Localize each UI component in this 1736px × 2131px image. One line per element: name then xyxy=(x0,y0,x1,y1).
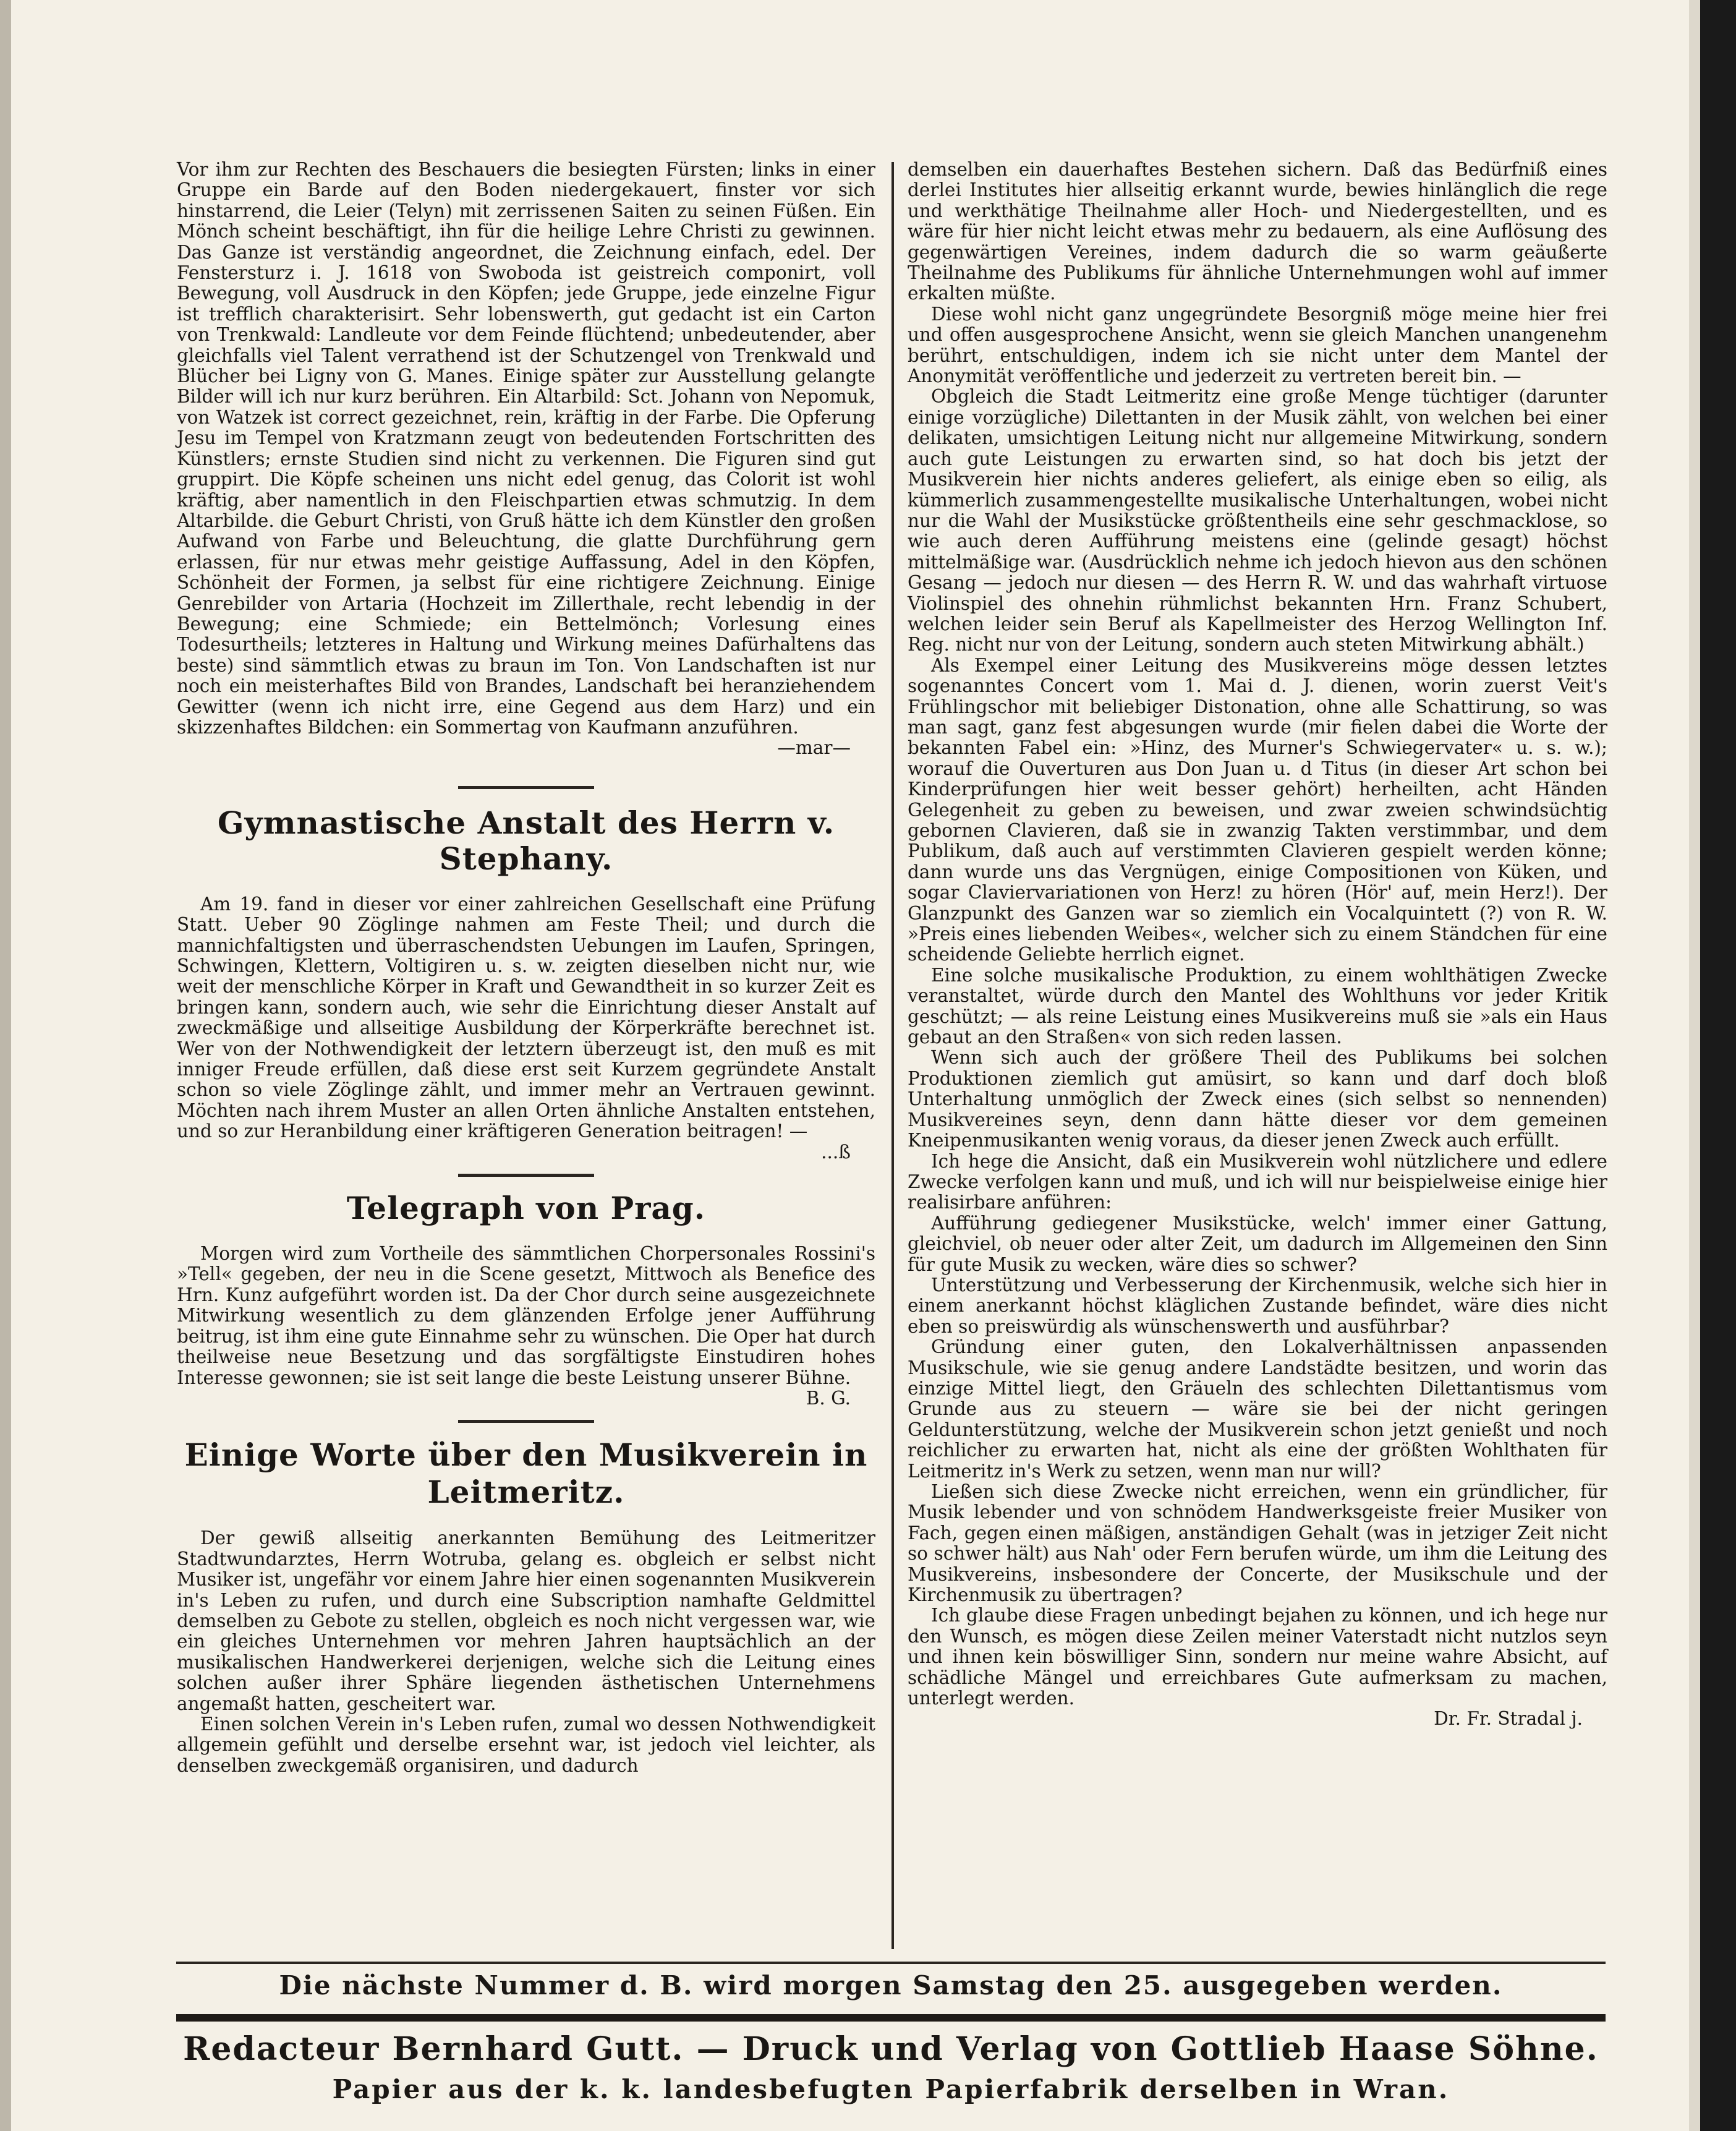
article-paragraph: demselben ein dauerhaftes Bestehen sichern. Daß das Bedürfniß eines derlei Institutes hier allseitig erkannt wurde, bewies hinlänglich die rege und werkthätige Theilnahme aller Hoch- und Niedergestellten, und es wäre für hier nicht leicht etwas mehr zu bedauern, als eine Auflösung des gegenwärtigen Vereines, indem dadurch die so warm geäußerte Theilnahme des Publikums für ähnliche Unternehmungen wohl auf immer erkalten müßte. xyxy=(908,159,1607,304)
article-paragraph: Eine solche musikalische Produktion, zu einem wohlthätigen Zwecke veranstaltet, würde durch den Mantel des Wohlthuns vor jeder Kritik geschützt; — als reine Leistung eines Musikvereins muß sie »als ein Haus gebaut an den Straßen« von sich reden lassen. xyxy=(908,964,1607,1048)
gymnastics-paragraph: Am 19. fand in dieser vor einer zahlreichen Gesellschaft eine Prüfung Statt. Ueber 90 Zöglinge nahmen am Feste Theil; und durch die mannichfaltigsten und überraschendsten Uebungen im Laufen, Springen, Schwingen, Klettern, Voltigiren u. s. w. zeigten dieselben nicht nur, wie weit der menschliche Körper in Kraft und Gewandtheit in so kurzer Zeit es bringen kann, sondern auch, wie sehr die Einrichtung dieser Anstalt auf zweckmäßige und allseitige Ausbildung der Körperkräfte berechnet ist. Wer von der Nothwendigkeit der letztern überzeugt ist, den muß es mit inniger Freude erfüllen, daß diese erst seit Kurzem gegründete Anstalt schon so viele Zöglinge zählt, und immer mehr an Vertrauen gewinnt. Möchten nach ihrem Muster an allen Orten ähnliche Anstalten entstehen, und so zur Heranbildung einer kräftigeren Generation beitragen! — xyxy=(177,893,875,1142)
telegraph-signature: B. G. xyxy=(806,1387,851,1409)
left-column xyxy=(177,160,875,1776)
art-review-signature: —mar— xyxy=(777,737,851,759)
musikverein-heading-line1: Einige Worte über den Musikverein in xyxy=(184,1437,868,1474)
section-divider xyxy=(458,786,594,789)
article-paragraph: Gründung einer guten, den Lokalverhältnissen anpassenden Musikschule, wie sie genug andere Landstädte besitzen, und worin das einzige Mittel liegt, den Gräueln des schlechten Dilettantismus vom Grunde aus zu steuern — wäre sie bei der nicht geringen Geldunterstützung, welche der Musikverein schon jetzt genießt und noch reichlicher zu erwarten hat, nicht als eine der größten Wohlthaten für Leitmeritz in's Werk zu setzen, wenn man nur will? xyxy=(908,1336,1607,1482)
imprint-editor-publisher: Redacteur Bernhard Gutt. — Druck und Verlag von Gottlieb Haase Söhne. xyxy=(183,2030,1599,2068)
article-paragraph: Aufführung gediegener Musikstücke, welch' immer einer Gattung, gleichviel, ob neuer oder alter Zeit, um dadurch im Allgemeinen den Sinn für gute Musik zu wecken, wäre dies so schwer? xyxy=(908,1212,1607,1275)
article-paragraph: Als Exempel einer Leitung des Musikvereins möge dessen letztes sogenanntes Concert vom 1. Mai d. J. dienen, worin zuerst Veit's Frühlingschor mit beliebiger Distonation, ohne alle Schattirung, so was man sagt, ganz fest abgesungen wurde (mir fielen dabei die Worte der bekannten Fabel ein: »Hinz, des Murner's Schwiegervater« u. s. w.); worauf die Ouverturen aus Don Juan u. d Titus (in dieser Art schon bei Kinderprüfungen hier weit besser gehört) herheilten, acht Händen Gelegenheit zu geben zu beweisen, und zwar zweien schwindsüchtig gebornen Clavieren, daß sie in zwanzig Takten verstimmbar, und dem Publikum, daß auch auf verstimmten Clavieren gespielt werden könne; dann wurde uns das Vergnügen, einige Compositionen von Küken, und sogar Claviervariationen von Herz! zu hören (Hör' auf, mein Herz!). Der Glanzpunkt des Ganzen war so ziemlich ein Vocalquintett (?) von R. W. »Preis eines liebenden Weibes«, welcher sich zu einem Ständchen für eine scheidende Geliebte herrlich eignet. xyxy=(908,654,1607,965)
musikverein-heading xyxy=(177,1437,875,1511)
musikverein-paragraph: Einen solchen Verein in's Leben rufen, zumal wo dessen Nothwendigkeit allgemein gefühlt und derselbe ersehnt war, ist jedoch viel leichter, als denselben zweckgemäß organisiren, und dadurch xyxy=(177,1713,875,1776)
column-divider xyxy=(891,162,894,1949)
article-signature: Dr. Fr. Stradal j. xyxy=(1434,1708,1583,1730)
article-paragraph: Ich glaube diese Fragen unbedingt bejahen zu können, und ich hege nur den Wunsch, es mögen diese Zeilen meiner Vaterstadt nicht nutzlos seyn und ihnen kein böswilliger Sinn, sondern nur meine wahre Absicht, auf schädliche Mängel und erreichbares Gute aufmerksam zu machen, unterlegt werden. xyxy=(908,1605,1607,1709)
page-left-edge xyxy=(0,0,11,2131)
right-column xyxy=(908,160,1607,1730)
article-paragraph: Obgleich die Stadt Leitmeritz eine große Menge tüchtiger (darunter einige vorzügliche) Dilettanten in der Musik zählt, von welchen bei einer delikaten, umsichtigen Leitung nicht nur allgemeine Mitwirkung, sondern auch gute Leistungen zu erwarten sind, so hat doch bis jetzt der Musikverein hier nichts anderes geliefert, als einige eben so eilig, als kümmerlich zusammengestellte musikalische Unterhaltungen, wobei nicht nur die Wahl der Musikstücke größtentheils eine sehr geschmacklose, so wie auch deren Aufführung meistens eine (gelinde gesagt) höchst mittelmäßige war. (Ausdrücklich nehme ich jedoch hievon aus den schönen Gesang — jedoch nur diesen — des Herrn R. W. und das wahrhaft virtuose Violinspiel des ohnehin rühmlichst bekannten Hrn. Franz Schubert, welchen leider sein Beruf als Kapellmeister des Herzog Wellington Inf. Reg. nicht nur von der Leitung, sondern auch steten Mitwirkung abhält.) xyxy=(908,386,1607,656)
article-paragraph: Wenn sich auch der größere Theil des Publikums bei solchen Produktionen ziemlich gut amüsirt, so kann und darf doch bloß Unterhaltung unmöglich der Zweck eines (sich selbst so nennenden) Musikvereines seyn, denn dann hätte dieser vor dem gemeinen Kneipenmusikanten wenig voraus, da dieser jenen Zweck auch erfüllt. xyxy=(908,1047,1607,1151)
art-review-paragraph: Vor ihm zur Rechten des Beschauers die besiegten Fürsten; links in einer Gruppe ein Barde auf den Boden niedergekauert, finster vor sich hinstarrend, die Leier (Telyn) mit zerrissenen Saiten zu seinen Füßen. Ein Mönch scheint beschäftigt, ihn für die heilige Lehre Christi zu gewinnen. Das Ganze ist verständig angeordnet, die Zeichnung einfach, edel. Der Fenstersturz i. J. 1618 von Swoboda ist geistreich componirt, voll Bewegung, voll Ausdruck in den Köpfen; jede Gruppe, jede einzelne Figur ist trefflich charakterisirt. Sehr lobenswerth, gut gedacht ist ein Carton von Trenkwald: Landleute vor dem Feinde flüchtend; unbedeutender, aber gleichfalls viel Talent verrathend ist der Schutzengel von Trenkwald und Blücher bei Ligny von G. Manes. Einige später zur Ausstellung gelangte Bilder will ich nur kurz berühren. Ein Altarbild: Sct. Johann von Nepomuk, von Watzek ist correct gezeichnet, rein, kräftig in der Farbe. Die Opferung Jesu im Tempel von Kratzmann zeugt von bedeutenden Fortschritten des Künstlers; ernste Studien sind nicht zu verkennen. Die Figuren sind gut gruppirt. Die Köpfe scheinen uns nicht edel genug, das Colorit ist wohl kräftig, aber namentlich in den Fleischpartien etwas schmutzig. In dem Altarbilde. die Geburt Christi, von Gruß hätte ich dem Künstler den großen Aufwand von Farbe und Beleuchtung, die glatte Durchführung gern erlassen, für nur etwas mehr geistige Auffassung, Adel in den Köpfen, Schönheit der Formen, ja selbst für eine richtigere Zeichnung. Einige Genrebilder von Artaria (Hochzeit im Zillerthale, recht lebendig in der Bewegung; eine Schmiede; ein Bettelmönch; Vorlesung eines Todesurtheils; letzteres in Haltung und Wirkung meines Dafürhaltens das beste) sind sämmtlich etwas zu braun im Ton. Von Landschaften ist nur noch ein meisterhaftes Bild von Brandes, Landschaft bei heranziehendem Gewitter (wenn ich nicht irre, eine Gegend aus dem Harz) und ein skizzenhaftes Bildchen: ein Sommertag von Kaufmann anzuführen. xyxy=(177,159,875,738)
footer-thick-rule xyxy=(176,2014,1606,2022)
page-right-margin xyxy=(1689,0,1700,2131)
article-paragraph: Unterstützung und Verbesserung der Kirchenmusik, welche sich hier in einem anerkannt höchst kläglichen Zustande befindet, wäre dies nicht eben so preiswürdig als wünschenswerth und ausführbar? xyxy=(908,1274,1607,1337)
article-paragraph: Ließen sich diese Zwecke nicht erreichen, wenn ein gründlicher, für Musik lebender und von schnödem Handwerksgeiste freier Musiker von Fach, gegen einen mäßigen, anständigen Gehalt (was in jetziger Zeit nicht so schwer hält) aus Nah' oder Fern berufen würde, um ihm die Leitung des Musikvereins, insbesondere der Concerte, der Musikschule und der Kirchenmusik zu übertragen? xyxy=(908,1481,1607,1606)
article-paragraph: Diese wohl nicht ganz ungegründete Besorgniß möge meine hier frei und offen ausgesprochene Ansicht, wenn sie gleich Manchen unangenehm berührt, entschuldigen, indem ich sie nicht unter dem Mantel der Anonymität veröffentliche und jederzeit zu vertreten bereit bin. — xyxy=(908,303,1607,387)
musikverein-paragraph: Der gewiß allseitig anerkannten Bemühung des Leitmeritzer Stadtwundarztes, Herrn Wotruba, gelang es. obgleich er selbst nicht Musiker ist, ungefähr vor einem Jahre hier einen sogenannten Musikverein in's Leben zu rufen, und durch eine Subscription namhafte Geldmittel demselben zu Gebote zu stellen, obgleich es noch nicht vergessen war, wie ein gleiches Unternehmen vor mehren Jahren hauptsächlich an der musikalischen Handwerkerei derjenigen, welche sich die Leitung eines solchen außer ihrer Sphäre liegenden ästhetischen Unternehmens angemaßt hatten, gescheitert war. xyxy=(177,1527,875,1714)
next-issue-notice: Die nächste Nummer d. B. wird morgen Samstag den 25. ausgegeben werden. xyxy=(279,1970,1503,2001)
section-divider xyxy=(458,1420,594,1423)
telegraph-paragraph: Morgen wird zum Vortheile des sämmtlichen Chorpersonales Rossini's »Tell« gegeben, der neu in die Scene gesetzt, Mittwoch als Benefice des Hrn. Kunz aufgeführt worden ist. Da der Chor durch seine ausgezeichnete Mitwirkung wesentlich zu dem glänzenden Erfolge jener Aufführung beitrug, ist ihm eine gute Einnahme sehr zu wünschen. Die Oper hat durch theilweise neue Besetzung und das sorgfältigste Einstudiren hohes Interesse gewonnen; sie ist seit lange die beste Leistung unserer Bühne. xyxy=(177,1243,875,1388)
scan-dark-border xyxy=(1700,0,1736,2131)
telegraph-heading: Telegraph von Prag. xyxy=(346,1190,706,1227)
gymnastics-heading: Gymnastische Anstalt des Herrn v. Stephany. xyxy=(217,804,835,877)
section-divider xyxy=(458,1174,594,1177)
footer-rule xyxy=(176,1962,1606,1964)
article-paragraph: Ich hege die Ansicht, daß ein Musikverein wohl nützlichere und edlere Zwecke verfolgen kann und muß, und ich will nur beispielweise einige hier realisirbare anführen: xyxy=(908,1150,1607,1213)
imprint-paper-mill: Papier aus der k. k. landesbefugten Papierfabrik derselben in Wran. xyxy=(332,2074,1450,2104)
musikverein-heading-line2: Leitmeritz. xyxy=(427,1474,625,1511)
gymnastics-signature: ...ß xyxy=(821,1141,851,1163)
